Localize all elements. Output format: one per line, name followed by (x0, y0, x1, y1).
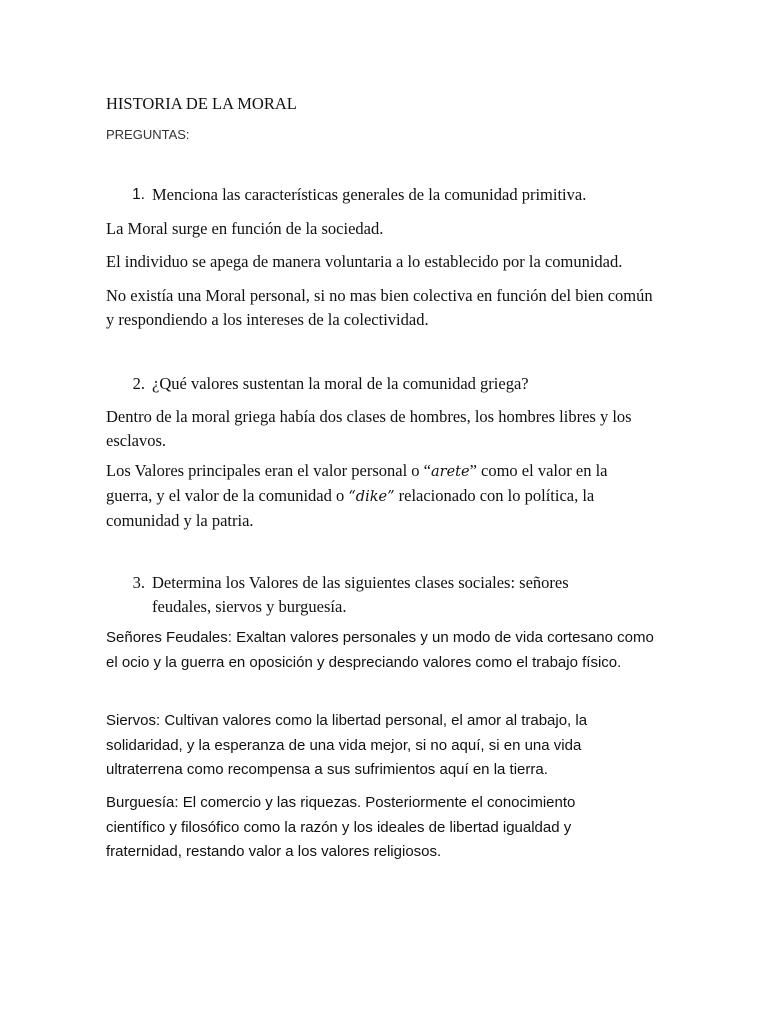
question-text: Determina los Valores de las siguientes clases sociales: señores feudales, siervos y burguesía. (152, 573, 569, 616)
question-3 (106, 571, 606, 619)
answer-paragraph-valores (106, 459, 651, 533)
answer-text: relacionado con lo política, la comunidad y la patria. (106, 486, 595, 530)
answer-paragraph: Siervos: Cultivan valores como la libertad personal, el amor al trabajo, la solidaridad, y la esperanza de una vida mejor, si no aquí, si en una vida ultraterrena como recompensa a sus sufrimientos aquí en la tierra. (106, 712, 588, 778)
answer-paragraph: El individuo se apega de manera voluntaria a lo establecido por la comunidad. (106, 252, 623, 271)
dike-term: “dike” (348, 489, 395, 505)
answer-paragraph: La Moral surge en función de la sociedad. (106, 219, 384, 238)
question-number: 1. (132, 186, 145, 203)
question-1 (106, 183, 646, 207)
document-title: HISTORIA DE LA MORAL (106, 94, 297, 113)
answer-paragraph: Dentro de la moral griega había dos clases de hombres, los hombres libres y los esclavos. (106, 407, 632, 450)
arete-term: arete (431, 464, 470, 480)
answer-paragraph: Señores Feudales: Exaltan valores personales y un modo de vida cortesano como el ocio y la guerra en oposición y despreciando valores como el trabajo físico. (106, 629, 654, 671)
question-text: Menciona las características generales de la comunidad primitiva. (152, 185, 587, 204)
question-text: ¿Qué valores sustentan la moral de la comunidad griega? (152, 374, 529, 393)
answer-paragraph: Burguesía: El comercio y las riquezas. Posteriormente el conocimiento científico y filosófico como la razón y los ideales de libertad igualdad y fraternidad, restando valor a los valores religiosos. (106, 794, 576, 860)
question-number: 2. (132, 374, 145, 393)
answer-text: ” como el valor en la guerra, y el valor de la comunidad o (106, 461, 608, 505)
document-subtitle: PREGUNTAS: (106, 127, 190, 142)
question-2 (106, 372, 646, 396)
answer-text: Los Valores principales eran el valor personal o “ (106, 461, 431, 480)
question-number: 3. (132, 573, 145, 592)
answer-paragraph: No existía una Moral personal, si no mas bien colectiva en función del bien común y respondiendo a los intereses de la colectividad. (106, 286, 653, 329)
